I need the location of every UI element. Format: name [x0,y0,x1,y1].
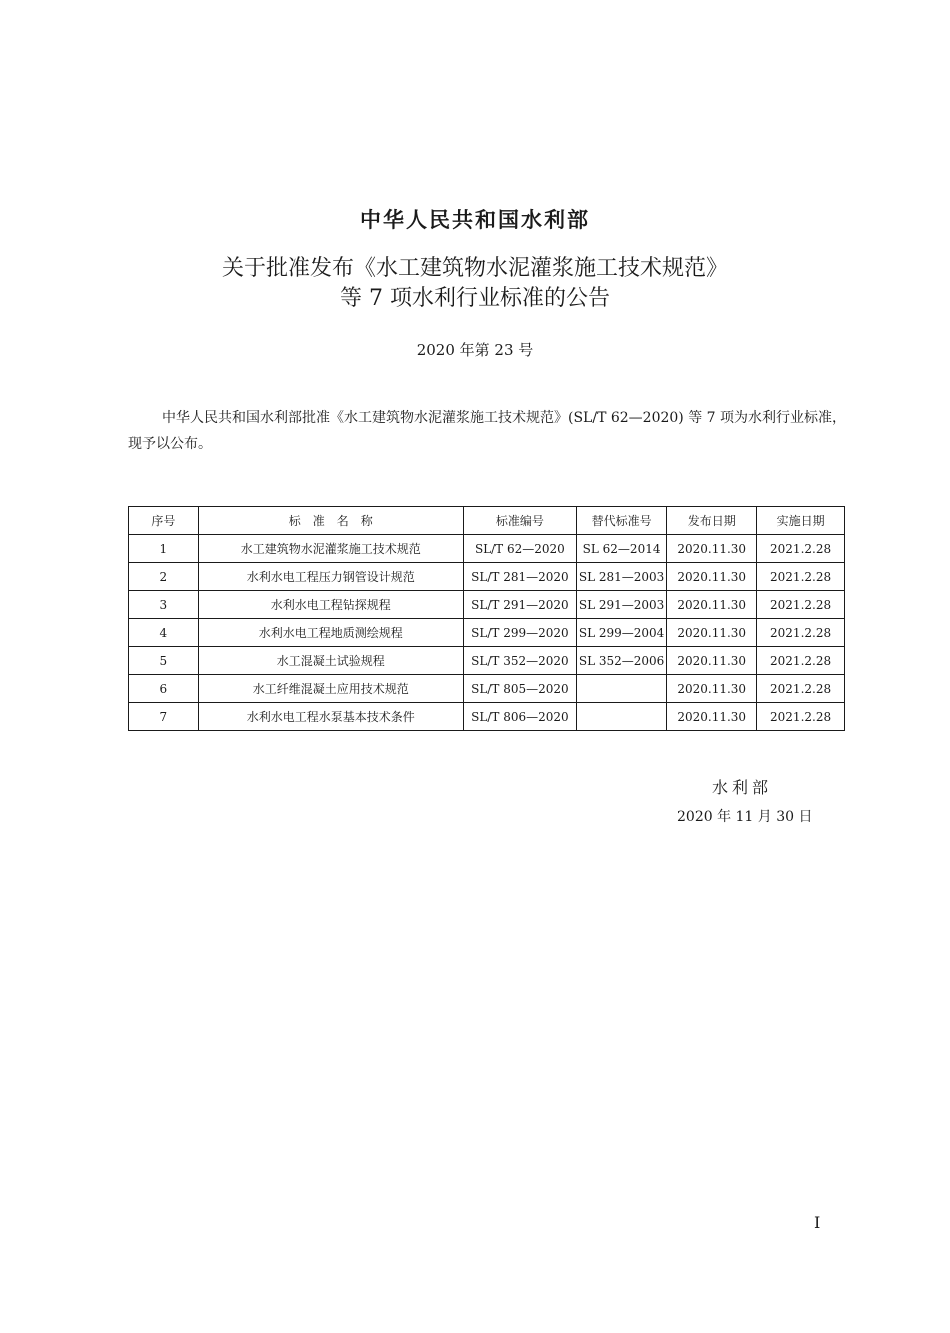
cell-seq: 7 [129,703,199,731]
cell-code: SL/T 805—2020 [463,675,576,703]
cell-code: SL/T 299—2020 [463,619,576,647]
announcement-paragraph: 中华人民共和国水利部批准《水工建筑物水泥灌浆施工技术规范》(SL/T 62—2020) 等 7 项为水利行业标准，现予以公布。 [128,410,847,452]
cell-replaced: SL 299—2004 [576,619,666,647]
page-number: I [814,1213,821,1232]
cell-release-date: 2020.11.30 [667,703,757,731]
cell-replaced: SL 291—2003 [576,591,666,619]
cell-seq: 5 [129,647,199,675]
ministry-heading: 中华人民共和国水利部 [360,208,590,232]
cell-replaced: SL 281—2003 [576,563,666,591]
cell-seq: 4 [129,619,199,647]
table-row [129,563,845,591]
cell-effective-date: 2021.2.28 [757,619,845,647]
announcement-title [0,254,950,314]
cell-seq: 1 [129,535,199,563]
title-line-2: 等 7 项水利行业标准的公告 [340,286,610,311]
cell-effective-date: 2021.2.28 [757,535,845,563]
cell-effective-date: 2021.2.28 [757,703,845,731]
table-row [129,703,845,731]
col-header-release-date: 发布日期 [667,507,757,535]
cell-name: 水利水电工程水泵基本技术条件 [198,703,463,731]
cell-name: 水工纤维混凝土应用技术规范 [198,675,463,703]
cell-name: 水利水电工程压力钢管设计规范 [198,563,463,591]
cell-name: 水利水电工程地质测绘规程 [198,619,463,647]
cell-name: 水工混凝土试验规程 [198,647,463,675]
col-header-seq: 序号 [129,507,199,535]
col-header-replaced: 替代标准号 [576,507,666,535]
issue-number: 2020 年第 23 号 [416,341,534,359]
table-row [129,647,845,675]
cell-seq: 6 [129,675,199,703]
standards-table [128,506,845,731]
cell-replaced [576,703,666,731]
col-header-code: 标准编号 [463,507,576,535]
cell-code: SL/T 291—2020 [463,591,576,619]
cell-name: 水工建筑物水泥灌浆施工技术规范 [198,535,463,563]
cell-effective-date: 2021.2.28 [757,675,845,703]
cell-release-date: 2020.11.30 [667,619,757,647]
cell-release-date: 2020.11.30 [667,675,757,703]
table-row [129,535,845,563]
cell-seq: 2 [129,563,199,591]
title-line-1: 关于批准发布《水工建筑物水泥灌浆施工技术规范》 [221,256,728,281]
cell-replaced: SL 352—2006 [576,647,666,675]
signature-date: 2020 年 11 月 30 日 [677,809,813,825]
issuer-signature: 水利部 [712,778,773,797]
table-header-row [129,507,845,535]
cell-effective-date: 2021.2.28 [757,647,845,675]
cell-release-date: 2020.11.30 [667,591,757,619]
cell-release-date: 2020.11.30 [667,563,757,591]
table-row [129,591,845,619]
col-header-effective-date: 实施日期 [757,507,845,535]
cell-seq: 3 [129,591,199,619]
cell-code: SL/T 806—2020 [463,703,576,731]
cell-code: SL/T 281—2020 [463,563,576,591]
cell-effective-date: 2021.2.28 [757,591,845,619]
cell-replaced [576,675,666,703]
cell-effective-date: 2021.2.28 [757,563,845,591]
cell-replaced: SL 62—2014 [576,535,666,563]
cell-release-date: 2020.11.30 [667,647,757,675]
cell-name: 水利水电工程钻探规程 [198,591,463,619]
cell-code: SL/T 352—2020 [463,647,576,675]
table-row [129,619,845,647]
cell-code: SL/T 62—2020 [463,535,576,563]
col-header-name: 标 准 名 称 [198,507,463,535]
cell-release-date: 2020.11.30 [667,535,757,563]
table-row [129,675,845,703]
